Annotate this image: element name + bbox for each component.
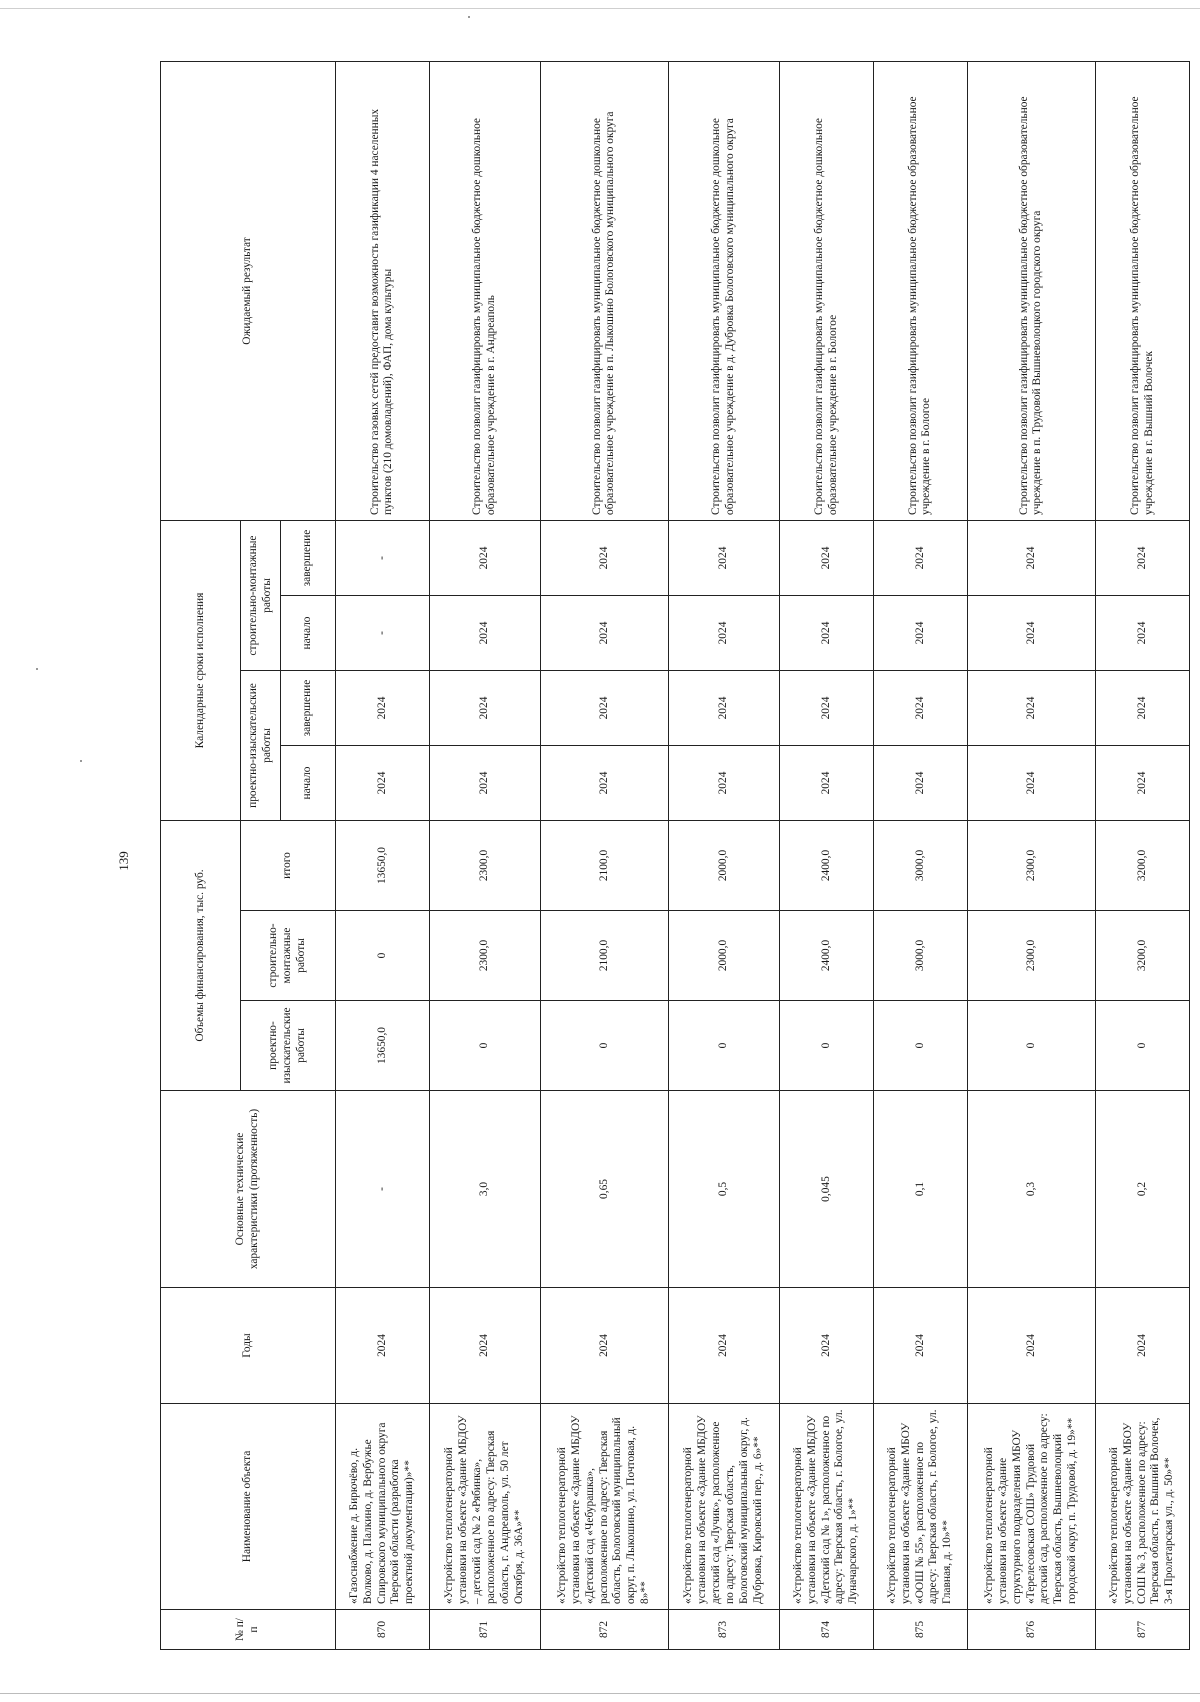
cell-name: «Устройство теплогенераторной установки на объекте «Здание МБОУ «ООШ № 55», расположенное по адресу: Тверская область, г. Бологое, ул. Главная, д. 10»** — [873, 1404, 967, 1610]
header-construction-end: завершение — [281, 521, 336, 596]
cell-construction: 2000,0 — [669, 911, 780, 1001]
cell-design-start: 2024 — [429, 746, 540, 821]
cell-num: 877 — [1096, 1610, 1190, 1650]
cell-construction-start: 2024 — [780, 596, 874, 671]
header-construction-start: начало — [281, 596, 336, 671]
cell-construction: 2300,0 — [967, 911, 1095, 1001]
header-funding-total: итого — [241, 821, 336, 911]
cell-construction-end: 2024 — [780, 521, 874, 596]
cell-name: «Устройство теплогенераторной установки на объекте «Здание МБДОУ – детский сад № 2 «Рябинка», расположенное по адресу: Тверская область, г. Андреаполь, ул. 50 лет Октября, д. 36А»** — [429, 1404, 540, 1610]
cell-design-start: 2024 — [1096, 746, 1190, 821]
cell-total: 2300,0 — [967, 821, 1095, 911]
cell-design-end: 2024 — [669, 671, 780, 746]
table-row — [540, 62, 668, 1650]
cell-design-start: 2024 — [780, 746, 874, 821]
cell-total: 2100,0 — [540, 821, 668, 911]
cell-total: 3000,0 — [873, 821, 967, 911]
header-schedule-construction: строительно-монтажные работы — [241, 521, 281, 671]
cell-num: 870 — [336, 1610, 430, 1650]
header-specs: Основные технические характеристики (протяженность) — [161, 1091, 336, 1288]
cell-result: Строительство позволит газифицировать муниципальное бюджетное дошкольное образовательное учреждение в г. Бологое — [780, 62, 874, 521]
cell-total: 13650,0 — [336, 821, 430, 911]
cell-construction-end: 2024 — [1096, 521, 1190, 596]
cell-design: 0 — [873, 1001, 967, 1091]
cell-construction-start: 2024 — [873, 596, 967, 671]
scan-line-top — [0, 8, 1200, 9]
cell-design-end: 2024 — [540, 671, 668, 746]
cell-year: 2024 — [429, 1288, 540, 1404]
cell-num: 871 — [429, 1610, 540, 1650]
table-row — [780, 62, 874, 1650]
cell-num: 874 — [780, 1610, 874, 1650]
cell-year: 2024 — [967, 1288, 1095, 1404]
cell-construction-end: 2024 — [540, 521, 668, 596]
cell-spec: 0,045 — [780, 1091, 874, 1288]
table-row — [429, 62, 540, 1650]
cell-design-end: 2024 — [873, 671, 967, 746]
cell-design: 0 — [1096, 1001, 1190, 1091]
header-result: Ожидаемый результат — [161, 62, 336, 521]
cell-name: «Устройство теплогенераторной установки на объекте «Здание МБДОУ детский сад «Лучик», расположенное по адресу: Тверская область, Бологовский муниципальный округ, д. Дубровка, Кировский пер., д. 6»** — [669, 1404, 780, 1610]
header-schedule: Календарные сроки исполнения — [161, 521, 241, 821]
cell-name: «Газоснабжение д. Бирючёво, д. Волково, д. Палкино, д. Вербужье Спировского муниципального округа Тверской области (разработка проектной документации)»** — [336, 1404, 430, 1610]
cell-num: 872 — [540, 1610, 668, 1650]
cell-design: 0 — [967, 1001, 1095, 1091]
cell-total: 2300,0 — [429, 821, 540, 911]
cell-year: 2024 — [336, 1288, 430, 1404]
cell-design: 0 — [669, 1001, 780, 1091]
header-name: Наименование объекта — [161, 1404, 336, 1610]
cell-construction-start: 2024 — [967, 596, 1095, 671]
cell-total: 2400,0 — [780, 821, 874, 911]
table-row — [336, 62, 430, 1650]
header-funding-design: проектно-изыскательские работы — [241, 1001, 336, 1091]
rotated-table-sheet — [160, 62, 1190, 1650]
header-design-end: завершение — [281, 671, 336, 746]
table-row — [873, 62, 967, 1650]
cell-design-start: 2024 — [336, 746, 430, 821]
cell-name: «Устройство теплогенераторной установки на объекте «Здание МБДОУ «Детский сад № 1», расположенное по адресу: Тверская область, г. Бологое, ул. Луначарского, д. 1»** — [780, 1404, 874, 1610]
cell-num: 876 — [967, 1610, 1095, 1650]
cell-design-start: 2024 — [967, 746, 1095, 821]
cell-design-end: 2024 — [780, 671, 874, 746]
cell-construction-start: 2024 — [669, 596, 780, 671]
cell-construction-start: 2024 — [429, 596, 540, 671]
cell-name: «Устройство теплогенераторной установки на объекте «Здание МБДОУ «Детский сад «Чебурашка», расположенное по адресу: Тверская область, Бологовский муниципальный округ, п. Лыкошино, ул. Почтовая, д. 8»** — [540, 1404, 668, 1610]
cell-design-start: 2024 — [540, 746, 668, 821]
cell-construction: 3200,0 — [1096, 911, 1190, 1001]
cell-construction-end: - — [336, 521, 430, 596]
cell-year: 2024 — [780, 1288, 874, 1404]
cell-num: 873 — [669, 1610, 780, 1650]
table-row — [669, 62, 780, 1650]
cell-spec: 0,65 — [540, 1091, 668, 1288]
cell-construction-start: - — [336, 596, 430, 671]
cell-construction-start: 2024 — [1096, 596, 1190, 671]
cell-total: 2000,0 — [669, 821, 780, 911]
cell-result: Строительство позволит газифицировать муниципальное бюджетное дошкольное образовательное учреждение в д. Дубровка Бологовского муниципального округа — [669, 62, 780, 521]
header-schedule-design: проектно-изыскательские работы — [241, 671, 281, 821]
header-design-start: начало — [281, 746, 336, 821]
cell-design: 0 — [780, 1001, 874, 1091]
cell-construction-end: 2024 — [873, 521, 967, 596]
cell-construction-end: 2024 — [429, 521, 540, 596]
cell-spec: 0,3 — [967, 1091, 1095, 1288]
scan-line-bottom — [0, 1693, 1200, 1694]
cell-year: 2024 — [669, 1288, 780, 1404]
cell-year: 2024 — [1096, 1288, 1190, 1404]
cell-spec: 0,5 — [669, 1091, 780, 1288]
cell-construction-end: 2024 — [967, 521, 1095, 596]
cell-design: 0 — [540, 1001, 668, 1091]
cell-result: Строительство позволит газифицировать муниципальное бюджетное образовательное учреждение в г. Вышний Волочек — [1096, 62, 1190, 521]
objects-table — [160, 61, 1190, 1650]
cell-result: Строительство газовых сетей предоставит возможность газификации 4 населенных пунктов (210 домовладений), ФАП, дома культуры — [336, 62, 430, 521]
cell-result: Строительство позволит газифицировать муниципальное бюджетное образовательное учреждение в г. Бологое — [873, 62, 967, 521]
cell-construction: 2400,0 — [780, 911, 874, 1001]
cell-construction: 2100,0 — [540, 911, 668, 1001]
cell-design-end: 2024 — [967, 671, 1095, 746]
header-row-1 — [161, 62, 241, 1650]
cell-result: Строительство позволит газифицировать муниципальное бюджетное образовательное учреждение в п. Трудовой Вышневолоцкого городского округа — [967, 62, 1095, 521]
cell-year: 2024 — [873, 1288, 967, 1404]
header-num: № п/п — [161, 1610, 336, 1650]
cell-num: 875 — [873, 1610, 967, 1650]
cell-result: Строительство позволит газифицировать муниципальное бюджетное дошкольное образовательное учреждение в г. Андреаполь — [429, 62, 540, 521]
cell-construction: 2300,0 — [429, 911, 540, 1001]
cell-spec: 3,0 — [429, 1091, 540, 1288]
cell-name: «Устройство теплогенераторной установки на объекте «Здание структурного подразделения МБОУ «Терелесовская СОШ» Трудовой детский сад, расположенное по адресу: Тверская область, Вышневолоцкий городской округ, п. Трудовой, д. 19»** — [967, 1404, 1095, 1610]
cell-year: 2024 — [540, 1288, 668, 1404]
cell-construction: 0 — [336, 911, 430, 1001]
cell-spec: 0,2 — [1096, 1091, 1190, 1288]
cell-design-end: 2024 — [336, 671, 430, 746]
cell-spec: 0,1 — [873, 1091, 967, 1288]
cell-design-start: 2024 — [873, 746, 967, 821]
page-number: 139 — [116, 851, 131, 871]
cell-design: 13650,0 — [336, 1001, 430, 1091]
scan-dot — [36, 668, 38, 670]
cell-total: 3200,0 — [1096, 821, 1190, 911]
cell-design-start: 2024 — [669, 746, 780, 821]
table-row — [1096, 62, 1190, 1650]
cell-name: «Устройство теплогенераторной установки на объекте «Здание МБОУ СОШ № 3, расположенное по адресу: Тверская область, г. Вышний Волочек, 3-я Пролетарская ул., д. 50»** — [1096, 1404, 1190, 1610]
scan-dot — [468, 16, 470, 18]
table-row — [967, 62, 1095, 1650]
cell-construction-start: 2024 — [540, 596, 668, 671]
cell-construction-end: 2024 — [669, 521, 780, 596]
cell-spec: - — [336, 1091, 430, 1288]
header-funding: Объемы финансирования, тыс. руб. — [161, 821, 241, 1091]
header-years: Годы — [161, 1288, 336, 1404]
cell-result: Строительство позволит газифицировать муниципальное бюджетное дошкольное образовательное учреждение в п. Лыкошино Бологовского муниципального округа — [540, 62, 668, 521]
cell-design-end: 2024 — [429, 671, 540, 746]
cell-design-end: 2024 — [1096, 671, 1190, 746]
cell-construction: 3000,0 — [873, 911, 967, 1001]
header-funding-construction: строительно-монтажные работы — [241, 911, 336, 1001]
cell-design: 0 — [429, 1001, 540, 1091]
scan-dot — [80, 760, 82, 762]
